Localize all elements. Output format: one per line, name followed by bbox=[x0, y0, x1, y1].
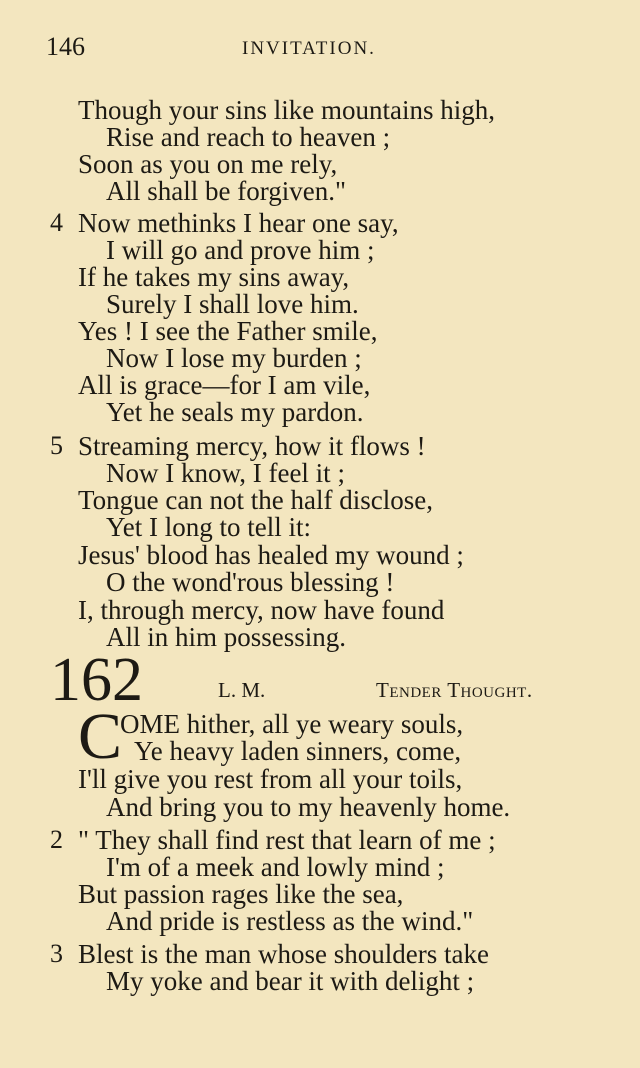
verse-line: Ye heavy laden sinners, come, bbox=[134, 736, 462, 766]
verse-line: Soon as you on me rely, bbox=[78, 149, 338, 179]
running-title: INVITATION. bbox=[242, 38, 376, 59]
verse-line: Yet he seals my pardon. bbox=[106, 397, 364, 427]
verse-line: Yes ! I see the Father smile, bbox=[78, 316, 378, 346]
verse-line: I, through mercy, now have found bbox=[78, 595, 445, 625]
stanza-number: 2 bbox=[50, 825, 63, 854]
stanza-number: 5 bbox=[50, 431, 63, 460]
verse-line: And pride is restless as the wind." bbox=[106, 906, 474, 936]
verse-line: Blest is the man whose shoulders take bbox=[78, 939, 489, 969]
page-header bbox=[46, 32, 612, 66]
stanza-number: 3 bbox=[50, 939, 63, 968]
verse-line: Jesus' blood has healed my wound ; bbox=[78, 540, 464, 570]
verse-line: Yet I long to tell it: bbox=[106, 512, 312, 542]
verse-line: Rise and reach to heaven ; bbox=[106, 122, 391, 152]
verse-line: Now methinks I hear one say, bbox=[78, 208, 399, 238]
verse-line: I will go and prove him ; bbox=[106, 235, 375, 265]
verse-line: If he takes my sins away, bbox=[78, 262, 350, 292]
verse-line: But passion rages like the sea, bbox=[78, 879, 404, 909]
drop-cap: C bbox=[78, 700, 123, 773]
verse-line: O the wond'rous blessing ! bbox=[106, 567, 395, 597]
verse-line: Though your sins like mountains high, bbox=[78, 95, 495, 125]
verse-line: All is grace—for I am vile, bbox=[78, 370, 371, 400]
verse-line: Now I know, I feel it ; bbox=[106, 458, 345, 488]
hymn-number: 162 bbox=[50, 646, 143, 714]
tune-name: Tender Thought. bbox=[376, 678, 533, 702]
verse-line: My yoke and bear it with delight ; bbox=[106, 966, 475, 996]
verse-line: OME hither, all ye weary souls, bbox=[120, 709, 464, 739]
verse-line: " They shall find rest that learn of me ; bbox=[78, 825, 496, 855]
verse-line: And bring you to my heavenly home. bbox=[106, 792, 511, 822]
verse-line: Now I lose my burden ; bbox=[106, 343, 362, 373]
verse-line: All in him possessing. bbox=[106, 622, 347, 652]
verse-line: All shall be forgiven." bbox=[106, 176, 346, 206]
page-number: 146 bbox=[46, 32, 85, 61]
hymn-meter: L. M. bbox=[218, 678, 266, 702]
verse-line: I'll give you rest from all your toils, bbox=[78, 764, 463, 794]
stanza-number: 4 bbox=[50, 208, 63, 237]
verse-line: Surely I shall love him. bbox=[106, 289, 359, 319]
verse-line: Streaming mercy, how it flows ! bbox=[78, 431, 426, 461]
verse-line: Tongue can not the half disclose, bbox=[78, 485, 434, 515]
verse-line: I'm of a meek and lowly mind ; bbox=[106, 852, 445, 882]
